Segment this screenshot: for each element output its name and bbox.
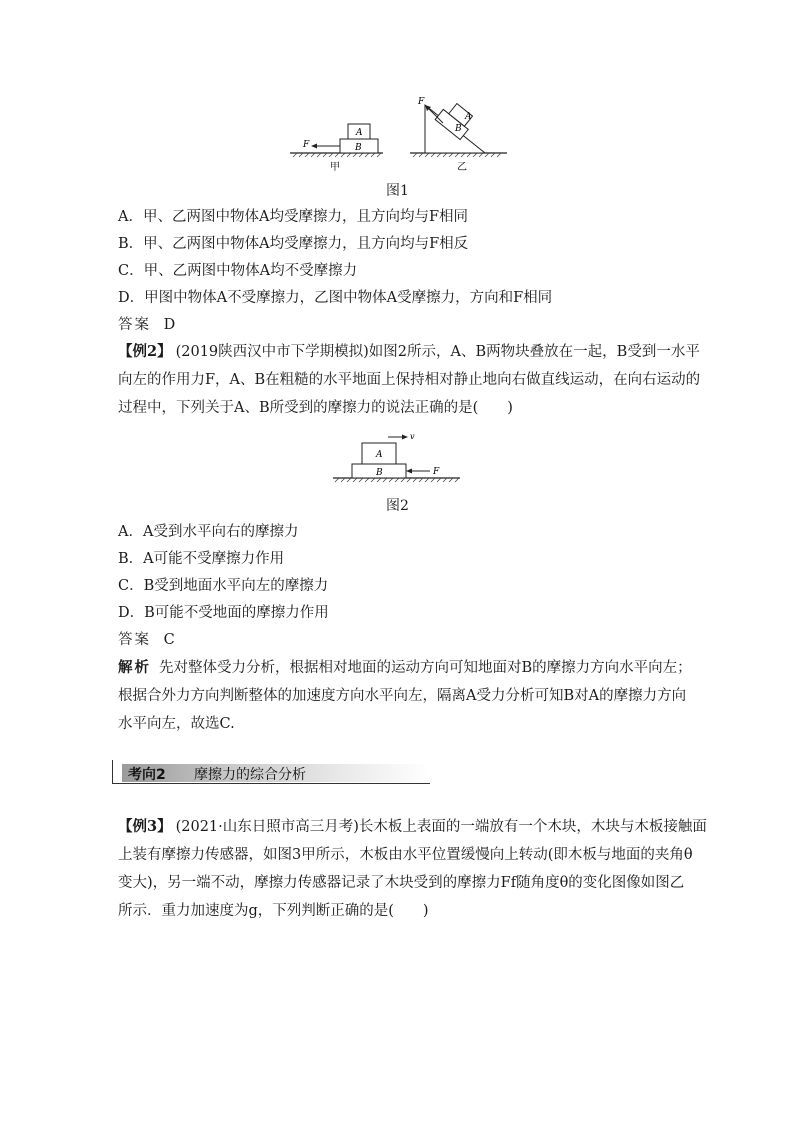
section-header [112, 760, 430, 784]
q1-answer-label: 答案 [118, 317, 151, 333]
fig1-right-caption: 乙 [457, 162, 467, 173]
fig1-left-caption: 甲 [330, 162, 340, 173]
q2-answer-value: C [163, 632, 175, 648]
fig1-left-label-b: B [355, 143, 362, 153]
section-label: 考向2 [128, 767, 166, 783]
figure-1-caption: 图1 [386, 183, 409, 199]
q1-answer [118, 315, 678, 335]
fig2-velocity-label: v [410, 432, 415, 441]
example2-text-1: (2019陕西汉中市下学期模拟)如图2所示，A、B两物块叠放在一起，B受到一水平 [175, 344, 700, 360]
fig1-left-label-a: A [356, 128, 363, 138]
example2-tag: 【例2】 [118, 343, 172, 360]
section-title: 摩擦力的综合分析 [194, 767, 306, 783]
example3-tag: 【例3】 [118, 818, 172, 835]
analysis-text-1: 先对整体受力分析，根据相对地面的运动方向可知地面对B的摩擦力方向水平向左； [159, 660, 692, 676]
example3-line-3: 变大)，另一端不动，摩擦力传感器记录了木块受到的摩擦力Ff随角度θ的变化图像如图乙 [118, 875, 685, 891]
q1-option-a: A．甲、乙两图中物体A均受摩擦力，且方向均与F相同 [118, 209, 469, 225]
q1-option-c: C．甲、乙两图中物体A均不受摩擦力 [118, 263, 358, 279]
q1-option-b: B．甲、乙两图中物体A均受摩擦力，且方向均与F相反 [118, 236, 469, 252]
q2-answer-label: 答案 [118, 632, 151, 648]
example3-line-4: 所示．重力加速度为g，下列判断正确的是( ) [118, 903, 429, 919]
q2-option-d: D．B可能不受地面的摩擦力作用 [118, 605, 329, 621]
q2-option-c: C．B受到地面水平向左的摩擦力 [118, 578, 329, 594]
example3-line-2: 上装有摩擦力传感器，如图3甲所示，木板由水平位置缓慢向上转动(即木板与地面的夹角θ [118, 847, 693, 863]
q1-answer-value: D [163, 317, 176, 333]
analysis-label: 解析 [118, 659, 151, 676]
figure-2-caption: 图2 [386, 498, 409, 514]
figure-1-diagram [285, 95, 515, 175]
fig2-force-label: F [433, 467, 440, 477]
fig1-right-label-b: B [455, 124, 462, 134]
example2-line-2: 向左的作用力F，A、B在粗糙的水平地面上保持相对静止地向右做直线运动，在向右运动的 [118, 372, 701, 388]
fig1-left-force-label: F [303, 140, 310, 150]
fig2-label-b: B [376, 468, 383, 478]
example2-line-3: 过程中，下列关于A、B所受到的摩擦力的说法正确的是( ) [118, 400, 513, 416]
analysis-line-1 [118, 658, 692, 678]
q1-option-d: D．甲图中物体A不受摩擦力，乙图中物体A受摩擦力，方向和F相同 [118, 290, 553, 306]
q2-answer [118, 630, 678, 650]
analysis-line-2: 根据合外力方向判断整体的加速度方向水平向左，隔离A受力分析可知B对A的摩擦力方向 [118, 688, 687, 704]
fig2-label-a: A [376, 450, 383, 460]
example2-line-1 [118, 342, 700, 362]
example3-text-1: (2021·山东日照市高三月考)长木板上表面的一端放有一个木块，木块与木板接触面 [175, 819, 707, 835]
fig1-right-force-label: F [418, 97, 425, 107]
q2-option-b: B．A可能不受摩擦力作用 [118, 551, 285, 567]
figure-2-diagram [330, 428, 465, 490]
q2-option-a: A．A受到水平向右的摩擦力 [118, 524, 299, 540]
example3-line-1 [118, 817, 707, 837]
fig1-right-label-a: A [465, 112, 472, 122]
analysis-line-3: 水平向左，故选C. [118, 716, 235, 732]
